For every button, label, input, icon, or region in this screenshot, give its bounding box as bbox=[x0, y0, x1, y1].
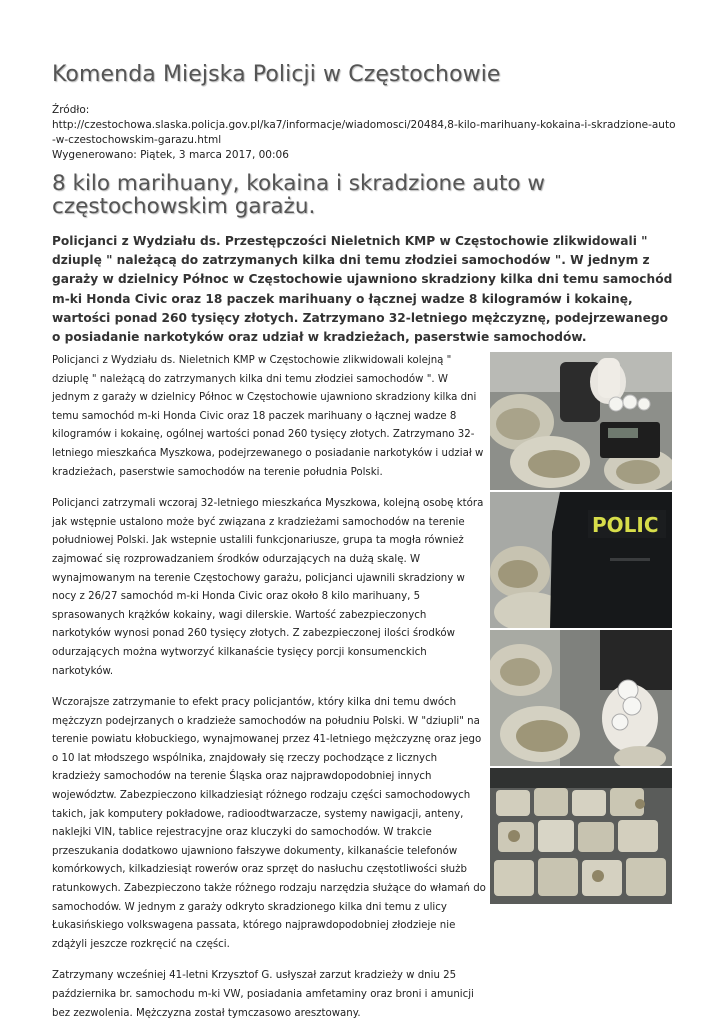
site-title: Komenda Miejska Policji w Częstochowie bbox=[52, 62, 501, 87]
article-title: 8 kilo marihuany, kokaina i skradzione auto w częstochowskim garażu. bbox=[52, 171, 545, 219]
police-jacket-text: POLIC bbox=[592, 513, 659, 537]
source-meta bbox=[52, 103, 677, 163]
generated-date: Wygenerowano: Piątek, 3 marca 2017, 00:06 bbox=[52, 149, 289, 161]
article-paragraph: Policjanci zatrzymali wczoraj 32-letniego mieszkańca Myszkowa, kolejną osobę która jak wstępnie ustalono może być związana z kradzieżami samochodów na terenie południowej Polski. Jak wstepnie ustalili funkcjonariusze, grupa ta mogła również zajmować się rozprowadzaniem środków odurzających na dużą skalę. W wynajmowanym na terenie Częstochowy garażu, policjanci ujawnili skradziony w nocy z 26/27 samochód m-ki Honda Civic oraz około 8 kilo marihuany, 5 sprasowanych krążków kokainy, wagi dilerskie. Wartość zabezpieczonych narkotyków wynosi ponad 260 tysięcy złotych. Z zabezpieczonej ilości środków odurzających można wytworzyć kilkanaście tysięcy porcji konsumenckich narkotyków. bbox=[52, 498, 484, 677]
photo-drug-packages bbox=[490, 768, 672, 904]
article-paragraph: Policjanci z Wydziału ds. Nieletnich KMP w Częstochowie zlikwidowali kolejną " dziuplę " należącą do zatrzymanych kilka dni temu złodziei samochodów ". W jednym z garaży w dzielnicy Północ w Częstochowie ujawniono skradziony kilka dni temu samochód m-ki Honda Civic oraz 18 paczek marihuany o łącznej wadze 8 kilogramów i kokainę, ogólnej wartości ponad 260 tysięcy złotych. Zatrzymano 32-letniego mieszkańca Myszkowa, podejrzewanego o posiadanie narkotyków i udział w kradzieżach, paserstwie samochodów na terenie południa Polski. bbox=[52, 355, 484, 478]
source-label: Źródło: bbox=[52, 104, 90, 116]
article-lead: Policjanci z Wydziału ds. Przestępczości Nieletnich KMP w Częstochowie zlikwidowali " dziuplę " należącą do zatrzymanych kilka dni temu złodziei samochodów ". W jednym z garaży w dzielnicy Północ w Częstochowie ujawniono skradziony kilka dni temu samochód m-ki Honda Civic oraz 18 paczek marihuany o łącznej wadze 8 kilogramów i kokainę, wartości ponad 260 tysięcy złotych. Zatrzymano 32-letniego mężczyznę, podejrzewanego o posiadanie narkotyków oraz udział w kradzieżach, paserstwie samochodów. bbox=[52, 234, 673, 345]
photo-cocaine-discs bbox=[490, 630, 672, 766]
article-paragraph: Wczorajsze zatrzymanie to efekt pracy policjantów, który kilka dni temu dwóch mężczyzn podejrzanych o kradzieże samochodów na południu Polski. W "dziupli" na terenie powiatu kłobuckiego, wynajmowanej przez 41-letniego mężczyznę oraz jego o 10 lat młodszego wspólnika, znajdowały się rzeczy pochodzące z licznych kradzieży samochodów na terenie Śląska oraz najprawdopodobniej innych województw. Zabezpieczono kilkadziesiąt różnego rodzaju części samochodowych takich, jak komputery pokładowe, radioodtwarzacze, systemy nawigacji, anteny, naklejki VIN, tablice rejestracyjne oraz kluczyki do samochodów. W trakcie przeszukania dodatkowo ujawniono fałszywe dokumenty, kilkanaście telefonów komórkowych, kilkadziesiąt rowerów oraz sprzęt do nasłuchu częstotliwości służb ratunkowych. Zabezpieczono także różnego rodzaju narzędzia służące do włamań do samochodów. W jednym z garaży odkryto skradzionego kilka dni temu z ulicy Łukasińskiego volkswagena passata, którego najprawdopodobniej złodzieje nie zdążyli jeszcze rozkręcić na części. bbox=[52, 697, 486, 950]
article-paragraph: Zatrzymany wcześniej 41-letni Krzysztof G. usłyszał zarzut kradzieży w dniu 25 października br. samochodu m-ki VW, posiadania amfetaminy oraz broni i amunicji bez zezwolenia. Mężczyzna został tymczasowo aresztowany. bbox=[52, 970, 474, 1019]
photo-police-officer bbox=[490, 492, 672, 628]
source-url[interactable]: http://czestochowa.slaska.policja.gov.pl/ka7/informacje/wiadomosci/20484,8-kilo-marihuany-kokaina-i-skradzione-auto-w-czestochowskim-garazu.html bbox=[52, 119, 676, 146]
photo-drugs-scale bbox=[490, 352, 672, 490]
article-body bbox=[52, 352, 488, 1036]
